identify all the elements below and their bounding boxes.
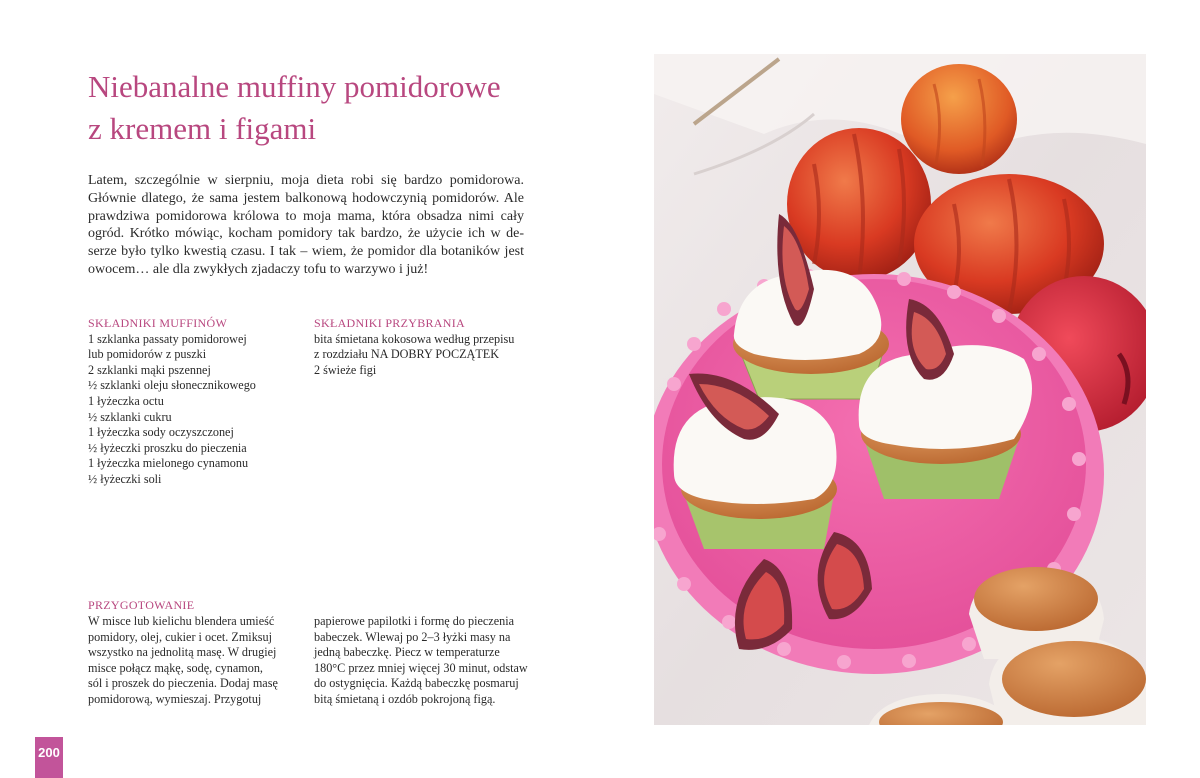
intro-paragraph: Latem, szczególnie w sierpniu, moja dieta robi się bardzo pomidorowa. Głównie dlatego, że sama jestem balkonową hodowczynią pomidorów. Ale prawdziwa pomidorowa królowa to moja mama, która obsadza nimi cały ogród. Krótko mówiąc, kocham pomidory tak bardzo, że użycie ich w deserze było tylko kwestią czasu. I tak – wiem, że pomidor dla botaników jest owocem… ale dla zwykłych zjadaczy tofu to warzywo i już! — [88, 173, 524, 277]
preparation-line: do ostygnięcia. Każdą babeczkę posmaruj — [314, 676, 519, 691]
preparation-line: jedną babeczkę. Piecz w temperaturze — [314, 645, 500, 660]
preparation-line: bitą śmietaną i ozdób pokrojoną figą. — [314, 691, 496, 706]
preparation-line: sól i proszek do pieczenia. Dodaj masę — [88, 676, 278, 691]
recipe-title-line-1: Niebanalne muffiny pomidorowe — [88, 69, 501, 104]
tomato — [901, 64, 1017, 174]
ingredients-topping-section — [314, 316, 534, 378]
tomato — [787, 128, 931, 280]
ingredient-item: 1 łyżeczka mielonego cynamonu — [88, 456, 249, 471]
ingredient-item: 1 szklanka passaty pomidorowej — [88, 331, 247, 346]
preparation-line: babeczek. Wlewaj po 2–3 łyżki masy na — [314, 629, 511, 644]
ingredient-item: lub pomidorów z puszki — [88, 347, 207, 362]
topping-item: 2 świeże figi — [314, 362, 377, 377]
ingredient-item: 1 łyżeczka octu — [88, 393, 164, 408]
preparation-line: misce połącz mąkę, sodę, cynamon, — [88, 660, 263, 675]
ingredient-item: 1 łyżeczka sody oczyszczonej — [88, 425, 234, 440]
preparation-line: 180°C przez mniej więcej 30 minut, odstaw — [314, 660, 528, 675]
preparation-line: pomidorową, wymieszaj. Przygotuj — [88, 691, 262, 706]
recipe-photo — [654, 54, 1146, 725]
preparation-column-2 — [314, 614, 534, 708]
topping-item: bita śmietana kokosowa według przepisu — [314, 331, 515, 346]
recipe-title-line-2: z kremem i figami — [88, 111, 317, 146]
topping-item: z rozdziału NA DOBRY POCZĄTEK — [314, 347, 500, 362]
ingredients-topping-list — [314, 332, 534, 379]
ingredients-muffins-list — [88, 332, 298, 488]
ingredient-item: 2 szklanki mąki pszennej — [88, 362, 211, 377]
preparation-heading: PRZYGOTOWANIE — [88, 598, 195, 612]
ingredient-item: ½ szklanki cukru — [88, 409, 172, 424]
page-number-tab: 200 — [35, 737, 63, 778]
recipe-title — [88, 66, 608, 150]
preparation-line: pomidory, olej, cukier i ocet. Zmiksuj — [88, 629, 273, 644]
preparation-line: W misce lub kielichu blendera umieść — [88, 614, 275, 628]
ingredient-item: ½ łyżeczki soli — [88, 471, 162, 486]
preparation-column-1 — [88, 614, 294, 708]
preparation-section — [88, 598, 194, 614]
ingredients-muffins-heading: SKŁADNIKI MUFFINÓW — [88, 316, 228, 330]
ingredients-topping-heading: SKŁADNIKI PRZYBRANIA — [314, 316, 466, 330]
preparation-line: wszystko na jednolitą masę. W drugiej — [88, 645, 277, 660]
ingredient-item: ½ łyżeczki proszku do pieczenia — [88, 440, 247, 455]
preparation-line: papierowe papilotki i formę do pieczenia — [314, 614, 514, 628]
ingredient-item: ½ szklanki oleju słonecznikowego — [88, 378, 256, 393]
muffins-illustration — [654, 54, 1146, 725]
ingredients-muffins-section — [88, 316, 298, 488]
